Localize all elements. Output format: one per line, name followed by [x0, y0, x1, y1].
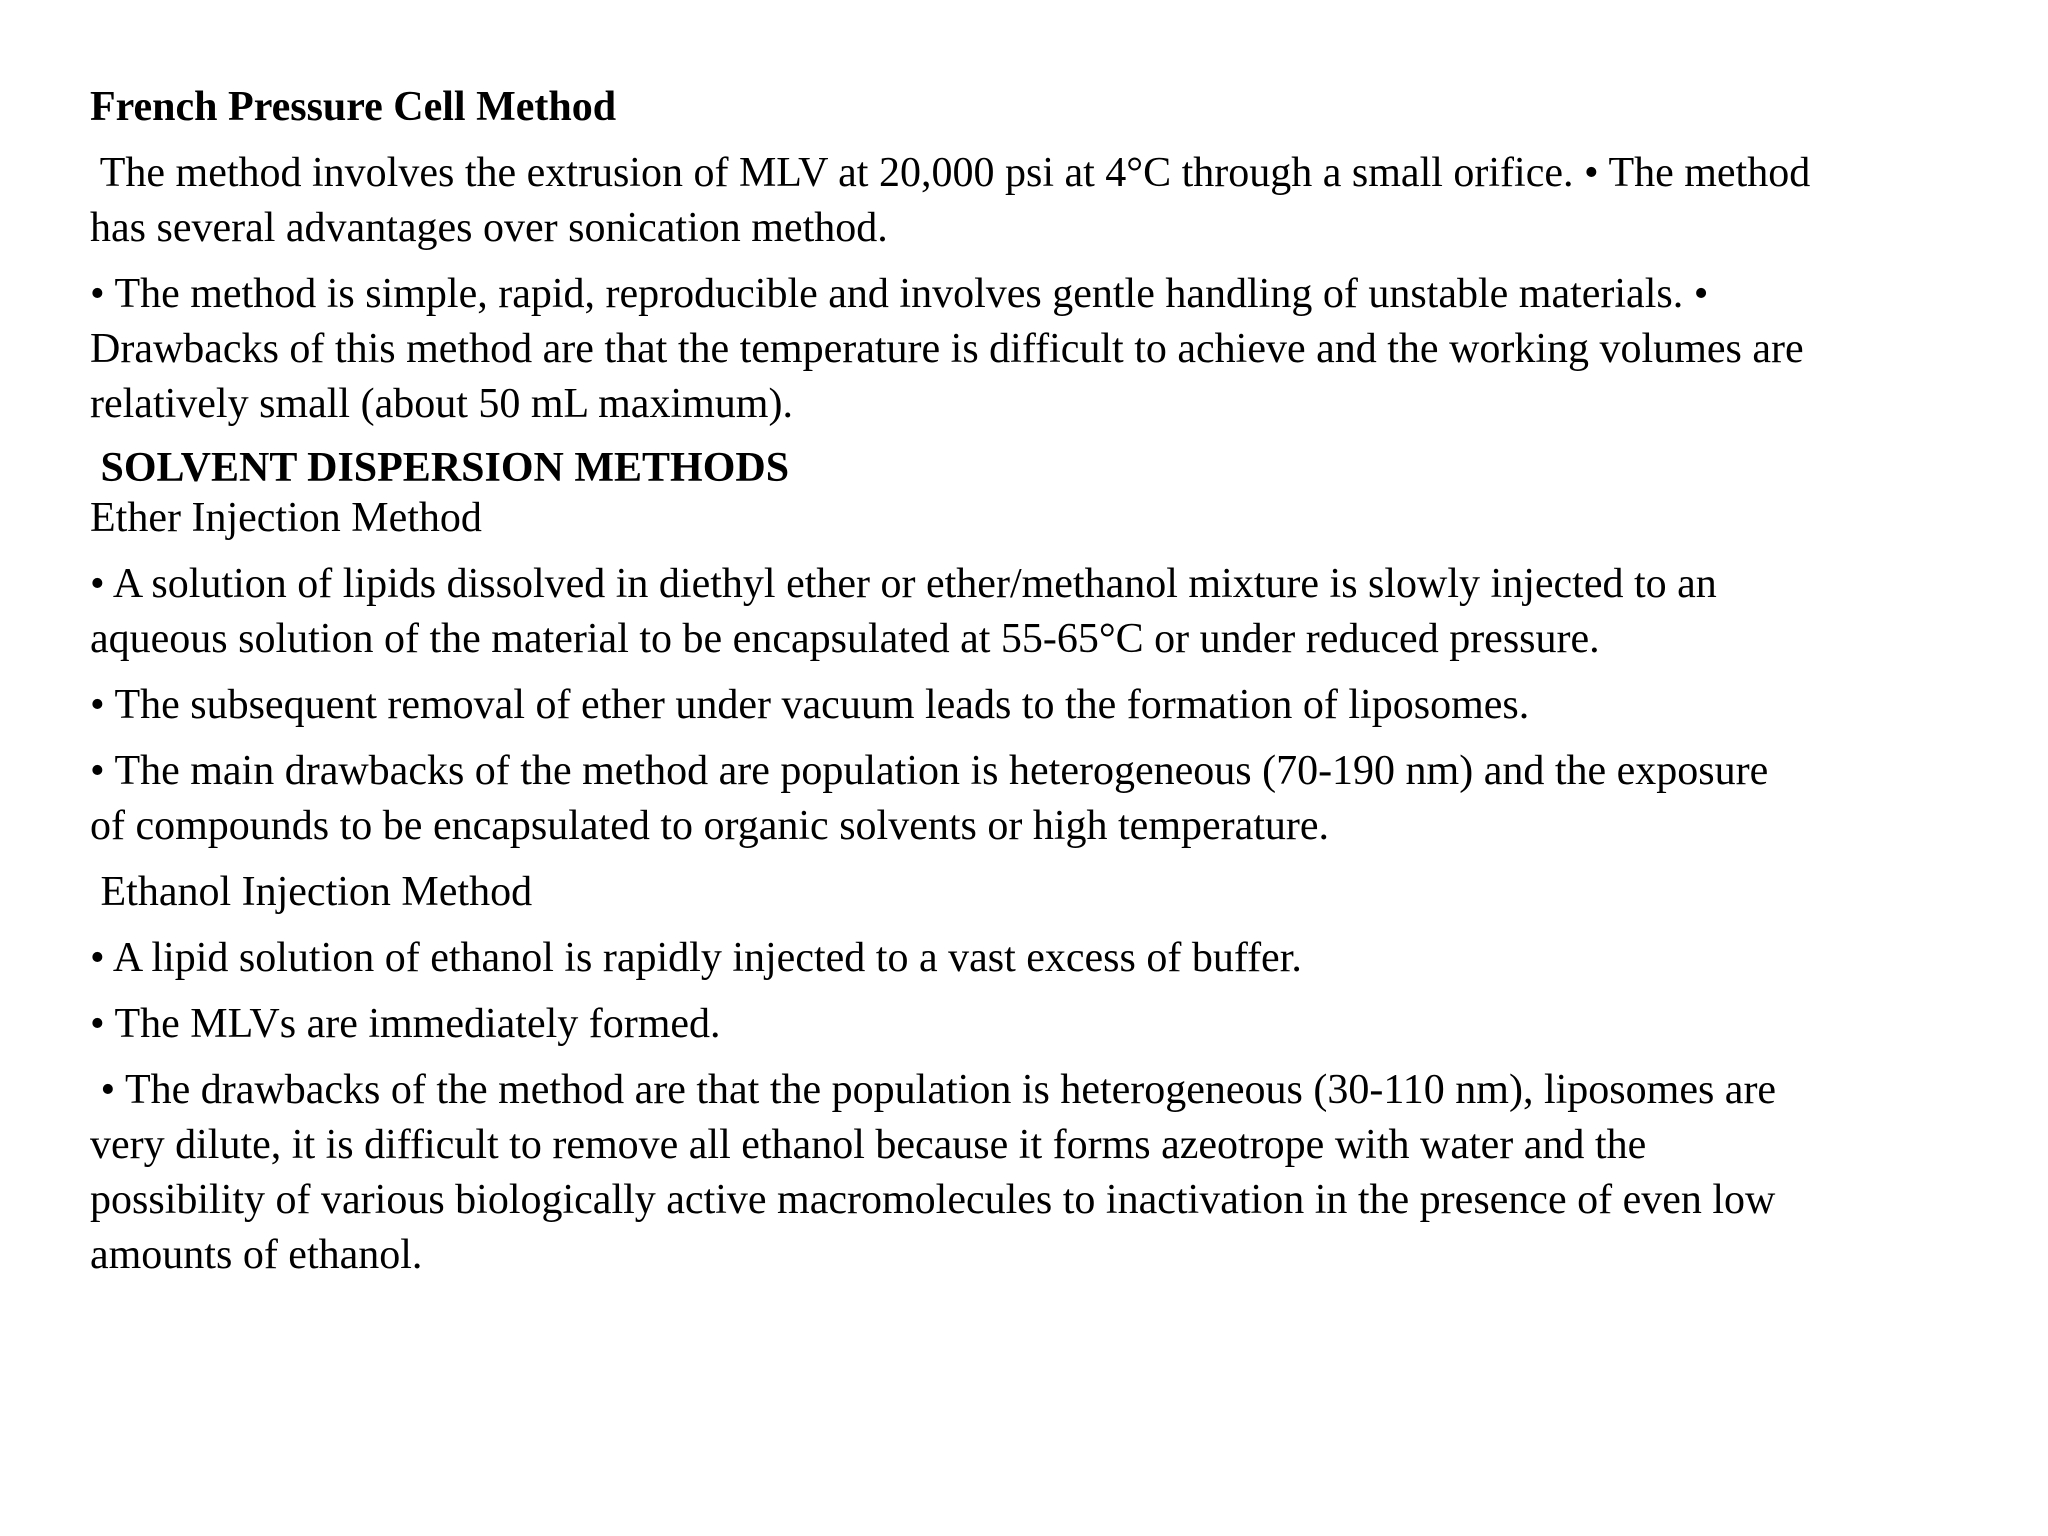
text-line: possibility of various biologically active macromolecules to inactivation in the presence of even low: [90, 1177, 1776, 1223]
text-line: relatively small (about 50 mL maximum).: [90, 381, 793, 427]
text-line: amounts of ethanol.: [90, 1232, 423, 1278]
text-line: The method involves the extrusion of MLV at 20,000 psi at 4°C through a small orifice. • The method: [90, 150, 1811, 196]
heading-solvent-dispersion: SOLVENT DISPERSION METHODS: [90, 445, 790, 491]
paragraph-french-intro: [90, 146, 1990, 256]
text-line: aqueous solution of the material to be encapsulated at 55-65°C or under reduced pressure.: [90, 616, 1600, 662]
bullet-ethanol-solution: [90, 931, 1990, 986]
text-line: • A solution of lipids dissolved in diethyl ether or ether/methanol mixture is slowly injected to an: [90, 561, 1717, 607]
text-line: Drawbacks of this method are that the temperature is difficult to achieve and the working volumes are: [90, 326, 1804, 372]
text-line: has several advantages over sonication method.: [90, 205, 888, 251]
text-line: • A lipid solution of ethanol is rapidly injected to a vast excess of buffer.: [90, 935, 1302, 981]
bullet-ethanol-drawbacks: [90, 1063, 1990, 1283]
text-line: of compounds to be encapsulated to organic solvents or high temperature.: [90, 803, 1330, 849]
bullet-ether-drawbacks: [90, 744, 1990, 854]
subheading-ethanol-injection: Ethanol Injection Method: [90, 869, 533, 915]
text-line: very dilute, it is difficult to remove all ethanol because it forms azeotrope with water and the: [90, 1122, 1647, 1168]
document-page: [90, 80, 1990, 1283]
text-line: • The main drawbacks of the method are population is heterogeneous (70-190 nm) and the exposure: [90, 748, 1769, 794]
text-line: • The MLVs are immediately formed.: [90, 1001, 721, 1047]
subheading-ether-injection: Ether Injection Method: [90, 495, 482, 541]
bullet-ether-removal: [90, 678, 1990, 733]
text-line: • The drawbacks of the method are that the population is heterogeneous (30-110 nm), liposomes are: [90, 1067, 1777, 1113]
heading-french-pressure-cell: French Pressure Cell Method: [90, 84, 617, 130]
text-line: • The method is simple, rapid, reproducible and involves gentle handling of unstable materials. •: [90, 271, 1709, 317]
bullet-ethanol-mlvs: [90, 997, 1990, 1052]
bullet-ether-solution: [90, 557, 1990, 667]
paragraph-french-advantages: [90, 267, 1990, 432]
text-line: • The subsequent removal of ether under vacuum leads to the formation of liposomes.: [90, 682, 1530, 728]
